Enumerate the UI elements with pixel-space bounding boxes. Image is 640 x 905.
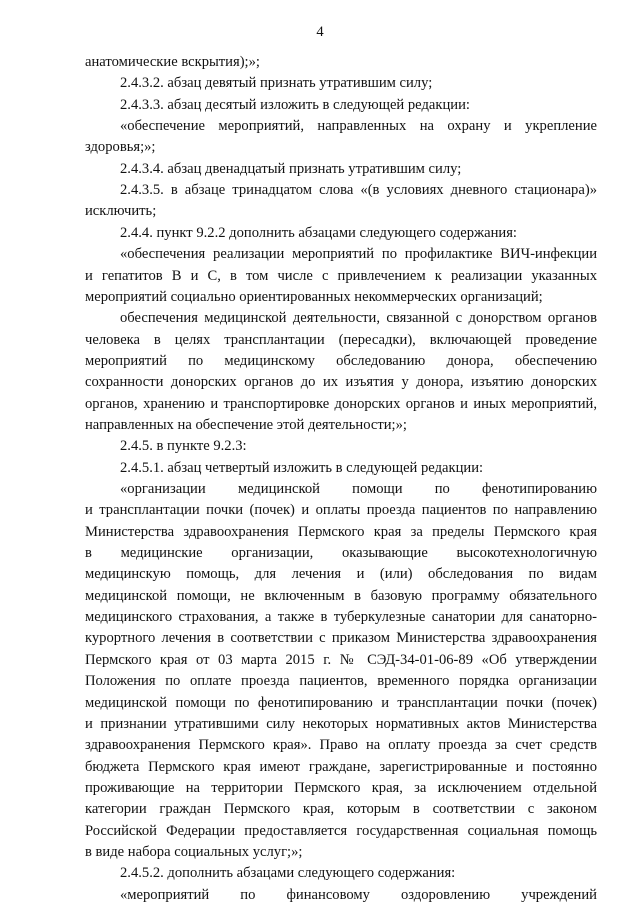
text-line: органов, хранению и транспортировке донорских органов и иных мероприятий, (85, 395, 597, 412)
text-line: 2.4.3.2. абзац девятый признать утратившим силу; (120, 75, 433, 92)
text-line: «мероприятий по финансовому оздоровлению учреждений (120, 886, 597, 903)
text-line: медицинской помощи по фенотипированию и трансплантации почки (почек) (85, 694, 597, 711)
text-line: в виде набора социальных услуг;»; (85, 843, 303, 860)
text-line: курортного лечения в соответствии с приказом Министерства здравоохранения (85, 630, 597, 647)
text-line: медицинского страхования, а также в туберкулезные санатории для санаторно- (85, 609, 597, 626)
text-line: 2.4.3.5. в абзаце тринадцатом слова «(в условиях дневного стационара)» (120, 182, 597, 199)
text-line: исключить; (85, 203, 157, 220)
text-line: категории граждан Пермского края, которым в соответствии с законом (85, 801, 597, 818)
text-line: Положения по оплате проезда пациентов, временного порядка организации (85, 673, 597, 690)
text-line: медицинской помощи, не включенным в базовую программу обязательного (85, 587, 597, 604)
text-line: направленных на обеспечение этой деятельности;»; (85, 416, 407, 433)
text-line: человека в целях трансплантации (пересадки), включающей проведение (85, 331, 597, 348)
text-line: и трансплантации почки (почек) и оплаты проезда пациентов по направлению (85, 502, 597, 519)
text-line: «обеспечения реализации мероприятий по профилактике ВИЧ-инфекции (120, 246, 597, 263)
page-number: 4 (316, 24, 324, 40)
text-line: проживающие на территории Пермского края, за исключением отдельной (85, 779, 597, 796)
text-line: сохранности донорских органов до их изъятия у донора, изъятию донорских (85, 374, 597, 391)
text-line: 2.4.5.2. дополнить абзацами следующего содержания: (120, 865, 456, 882)
text-line: Министерства здравоохранения Пермского края за пределы Пермского края (85, 523, 597, 540)
text-line: «организации медицинской помощи по фенотипированию (120, 481, 597, 497)
text-line: и признании утратившими силу некоторых нормативных актов Министерства (85, 715, 597, 732)
text-line: в медицинские организации, оказывающие высокотехнологичную (85, 545, 597, 562)
text-line: 2.4.5.1. абзац четвертый изложить в следующей редакции: (120, 459, 484, 476)
text-line: мероприятий социально ориентированных некоммерческих организаций; (85, 288, 543, 305)
text-line: «обеспечение мероприятий, направленных на охрану и укрепление (120, 118, 597, 135)
text-line: медицинскую помощь, для лечения и (или) обследования по видам (85, 566, 597, 583)
text-line: и гепатитов В и С, в том числе с привлечением к реализации указанных (85, 267, 597, 284)
text-line: 2.4.3.3. абзац десятый изложить в следующей редакции: (120, 96, 470, 113)
text-line: мероприятий по медицинскому обследованию донора, обеспечению (85, 352, 597, 369)
text-line: анатомические вскрытия);»; (85, 54, 260, 70)
text-line: 2.4.3.4. абзац двенадцатый признать утратившим силу; (120, 160, 462, 177)
text-line: Российской Федерации предоставляется государственная социальная помощь (85, 822, 597, 839)
text-line: 2.4.4. пункт 9.2.2 дополнить абзацами следующего содержания: (120, 224, 517, 241)
text-line: здравоохранения Пермского края». Право на оплату проезда за счет средств (85, 737, 597, 754)
text-line: Пермского края от 03 марта 2015 г. № СЭД-34-01-06-89 «Об утверждении (85, 651, 597, 668)
text-line: обеспечения медицинской деятельности, связанной с донорством органов (120, 310, 597, 327)
text-line: здоровья;»; (85, 139, 156, 156)
text-line: бюджета Пермского края имеют граждане, зарегистрированные и постоянно (85, 758, 597, 775)
text-line: 2.4.5. в пункте 9.2.3: (120, 438, 247, 455)
